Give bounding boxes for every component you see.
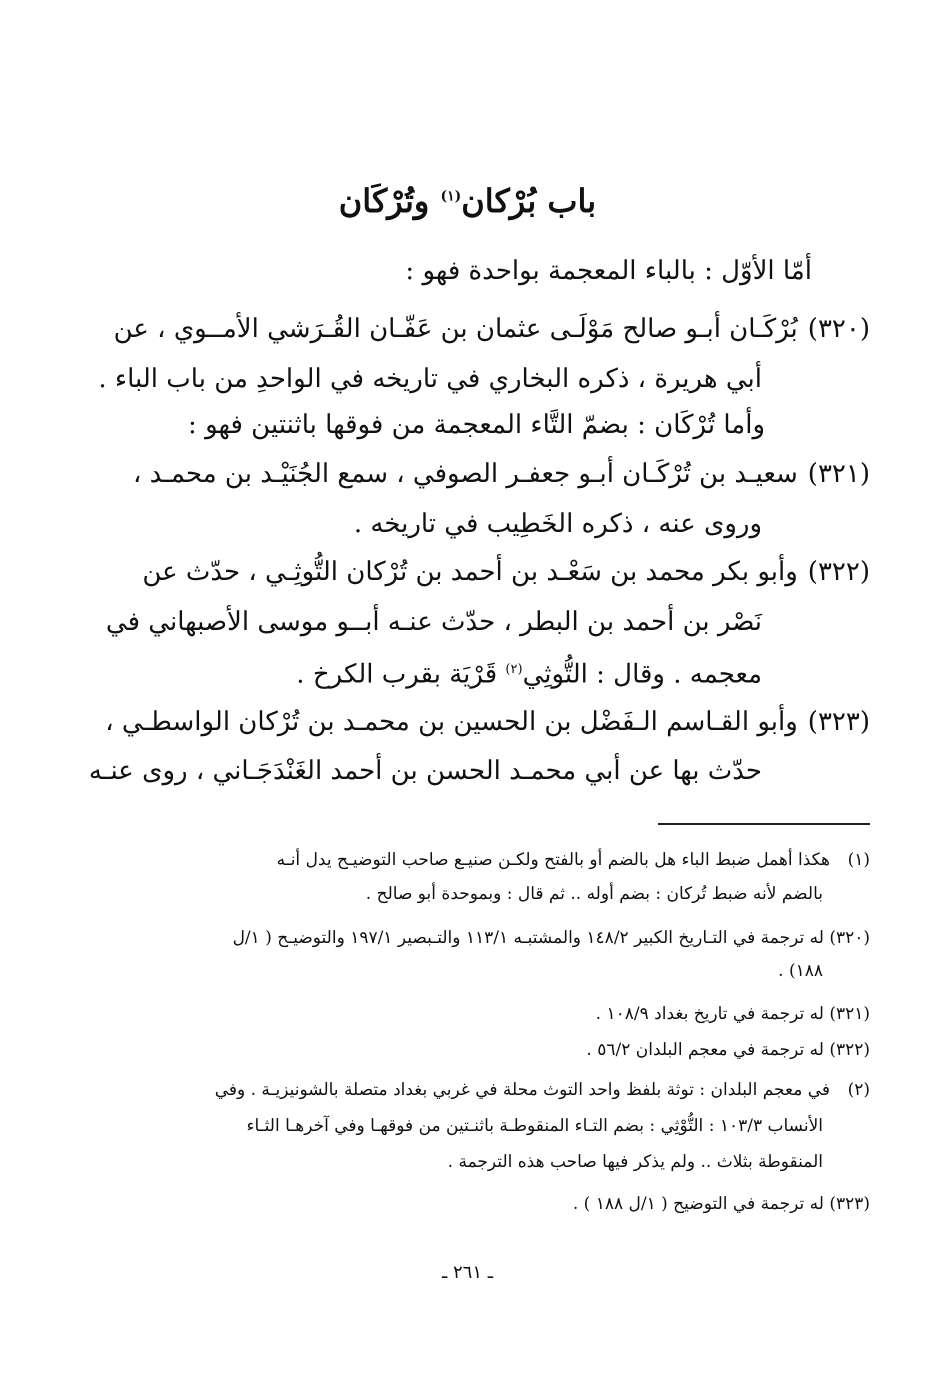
entry-322-line1 (142, 553, 870, 591)
footnote-text: له ترجمة في التـاريخ الكبير ١٤٨/٢ والمشتبـه ١١٣/١ والتـبصير ١٩٧/١ والتوضيـح ( ١/ل (232, 928, 824, 948)
entry-number: (٣٢١) (807, 459, 870, 489)
entry-number: (٣٢٣) (807, 707, 870, 737)
entry-323-line2: حدّث بها عن أبي محمـد الحسن بن أحمد الغَنْدَجَـاني ، روى عنـه (88, 756, 762, 786)
footnote-label: (١) (847, 850, 870, 870)
page-number: ـ ٢٦١ ـ (441, 1262, 493, 1283)
entry-text: معجمه . وقال : التُّوثِي (522, 659, 762, 690)
footnote-1-line2: بالضم لأنه ضبط تُركان : بضم أوله .. ثم قال : وبموحدة أبو صالح . (365, 884, 823, 904)
entry-322-line2: نَصْر بن أحمد بن البطر ، حدّث عنـه أبــو موسى الأصبهاني في (105, 607, 762, 637)
footnote-323 (573, 1190, 870, 1219)
entry-text: قَرْيَة بقرب الكرخ . (296, 659, 506, 690)
footnote-text: هكذا أهمل ضبط الباء هل بالضم أو بالفتح ولكـن صنيـع صاحب التوضيـح يدل أنـه (276, 850, 830, 870)
footnote-text: له ترجمة في تاريخ بغداد ١٠٨/٩ . (595, 1004, 824, 1024)
intro-second: وأما تُرْكَان : بضمّ التَّاء المعجمة من فوقها باثنتين فهو : (188, 410, 765, 440)
footnote-1-line1 (277, 846, 870, 875)
title-text: باب بُرْكان (461, 182, 597, 220)
title-text-2: وتُرْكَان (338, 182, 441, 220)
footnote-mark: (٢) (505, 662, 523, 677)
footnote-text: له ترجمة في معجم البلدان ٥٦/٢ . (586, 1040, 824, 1060)
intro-first: أمّا الأوّل : بالباء المعجمة بواحدة فهو : (405, 256, 812, 286)
entry-text: سعيـد بن تُرْكَـان أبـو جعفـر الصوفي ، سمع الجُنَيْـد بن محمـد ، (132, 459, 798, 489)
footnote-text: له ترجمة في التوضيح ( ١/ل ١٨٨ ) . (572, 1194, 824, 1214)
footnote-2-line2: الأنساب ١٠٣/٣ : التُّوْثِي : بضم التـاء المنقوطـة باثنـتين من فوقهـا وفي آخرهـا الثـاء (246, 1116, 823, 1136)
page-title (0, 182, 935, 220)
entry-text: وأبو القـاسم الـفَضْل بن الحسين بن محمـد بن تُرْكان الواسطـي ، (105, 707, 798, 737)
entry-320-line1 (114, 310, 870, 348)
entry-text: بُرْكَـان أبـو صالح مَوْلَـى عثمان بن عَفّـان القُـرَشي الأمــوي ، عن (113, 314, 798, 344)
entry-number: (٣٢٢) (807, 557, 870, 587)
footnote-2-line1 (215, 1076, 870, 1105)
entry-320-line2: أبي هريرة ، ذكره البخاري في تاريخه في الواحدِ من باب الباء . (98, 364, 762, 394)
entry-321-line2: وروى عنه ، ذكره الخَطِيب في تاريخه . (353, 509, 762, 539)
footnote-label: (٣٢٠) (829, 928, 870, 948)
footnote-label: (٣٢٣) (829, 1194, 870, 1214)
entry-321-line1 (133, 455, 870, 493)
entry-323-line1 (105, 703, 870, 741)
entry-text: وأبو بكر محمد بن سَعْـد بن أحمد بن تُرْكان التُّوثِـي ، حدّث عن (142, 557, 798, 587)
footnote-text: في معجم البلدان : توثة بلفظ واحد التوث محلة في غربي بغداد متصلة بالشونيزيـة . وفي (214, 1080, 830, 1100)
footnote-321 (596, 1000, 870, 1029)
footnote-label: (٣٢١) (829, 1004, 870, 1024)
footnote-320-line2: ١٨٨) . (778, 961, 823, 981)
footnote-320-line1 (233, 924, 870, 953)
footnote-label: (٢) (847, 1080, 870, 1100)
entry-number: (٣٢٠) (807, 314, 870, 344)
footnote-322 (586, 1036, 870, 1065)
entry-322-line3 (296, 651, 762, 694)
title-footnote-mark: (١) (440, 188, 462, 205)
footnote-2-line3: المنقوطة بثلاث .. ولم يذكر فيها صاحب هذه الترجمة . (447, 1152, 823, 1172)
footnote-label: (٣٢٢) (829, 1040, 870, 1060)
footnote-separator (658, 823, 870, 825)
